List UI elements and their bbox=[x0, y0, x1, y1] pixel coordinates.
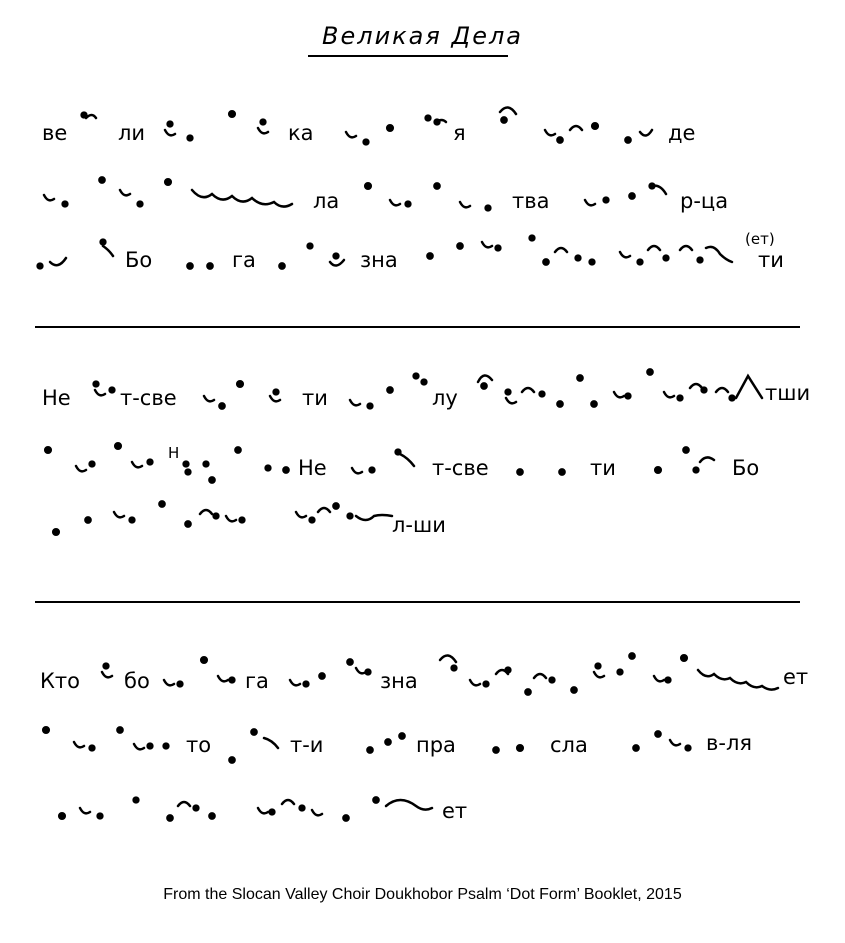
syllable: лу bbox=[432, 386, 458, 410]
syllable: т-све bbox=[432, 456, 489, 480]
syllable: ла bbox=[313, 189, 340, 213]
syllable: т-и bbox=[290, 733, 324, 757]
syllable: ет bbox=[783, 665, 809, 689]
syllable: сла bbox=[550, 733, 588, 757]
syllable: Не bbox=[42, 386, 71, 410]
section-1 bbox=[38, 107, 784, 272]
source-caption: From the Slocan Valley Choir Doukhobor Psalm ‘Dot Form’ Booklet, 2015 bbox=[163, 886, 682, 903]
syllable: зна bbox=[360, 248, 398, 272]
neume-dots bbox=[82, 107, 652, 144]
neume-dots bbox=[59, 797, 432, 820]
syllable: тши bbox=[765, 381, 811, 405]
syllable: де bbox=[668, 121, 696, 145]
syllable: пра bbox=[416, 733, 456, 757]
syllable: я bbox=[453, 121, 466, 145]
page-title: Великая Дела bbox=[322, 22, 523, 50]
syllable: га bbox=[245, 669, 269, 693]
syllable: ет bbox=[442, 799, 468, 823]
section-divider bbox=[35, 326, 800, 328]
section-3 bbox=[40, 653, 808, 823]
syllable: ти bbox=[758, 248, 784, 272]
neume-dots bbox=[44, 177, 666, 210]
syllable: л-ши bbox=[392, 513, 446, 537]
syllable: Бо bbox=[732, 456, 760, 480]
syllable: Кто bbox=[40, 669, 80, 693]
syllable: Не bbox=[298, 456, 327, 480]
syllable: т-све bbox=[120, 386, 177, 410]
syllable: ве bbox=[42, 121, 68, 145]
neume-dots bbox=[102, 653, 778, 694]
syllable: зна bbox=[380, 669, 418, 693]
syllable: ти bbox=[590, 456, 616, 480]
syllable: ка bbox=[288, 121, 314, 145]
syllable: ли bbox=[118, 121, 146, 145]
syllable: ти bbox=[302, 386, 328, 410]
superscript-note: (ет) bbox=[745, 230, 775, 248]
syllable: то bbox=[186, 733, 212, 757]
syllable: Бо bbox=[125, 248, 153, 272]
section-2 bbox=[42, 369, 810, 537]
syllable: тва bbox=[512, 189, 550, 213]
syllable: га bbox=[232, 248, 256, 272]
neume-dots bbox=[53, 501, 392, 534]
neume-dots bbox=[94, 369, 762, 408]
syllable: бо bbox=[124, 669, 150, 693]
neume-dots bbox=[43, 727, 690, 762]
syllable: р-ца bbox=[680, 189, 729, 213]
small-letter-mark: Н bbox=[168, 444, 180, 462]
section-divider bbox=[35, 601, 800, 603]
syllable: в-ля bbox=[706, 731, 753, 755]
